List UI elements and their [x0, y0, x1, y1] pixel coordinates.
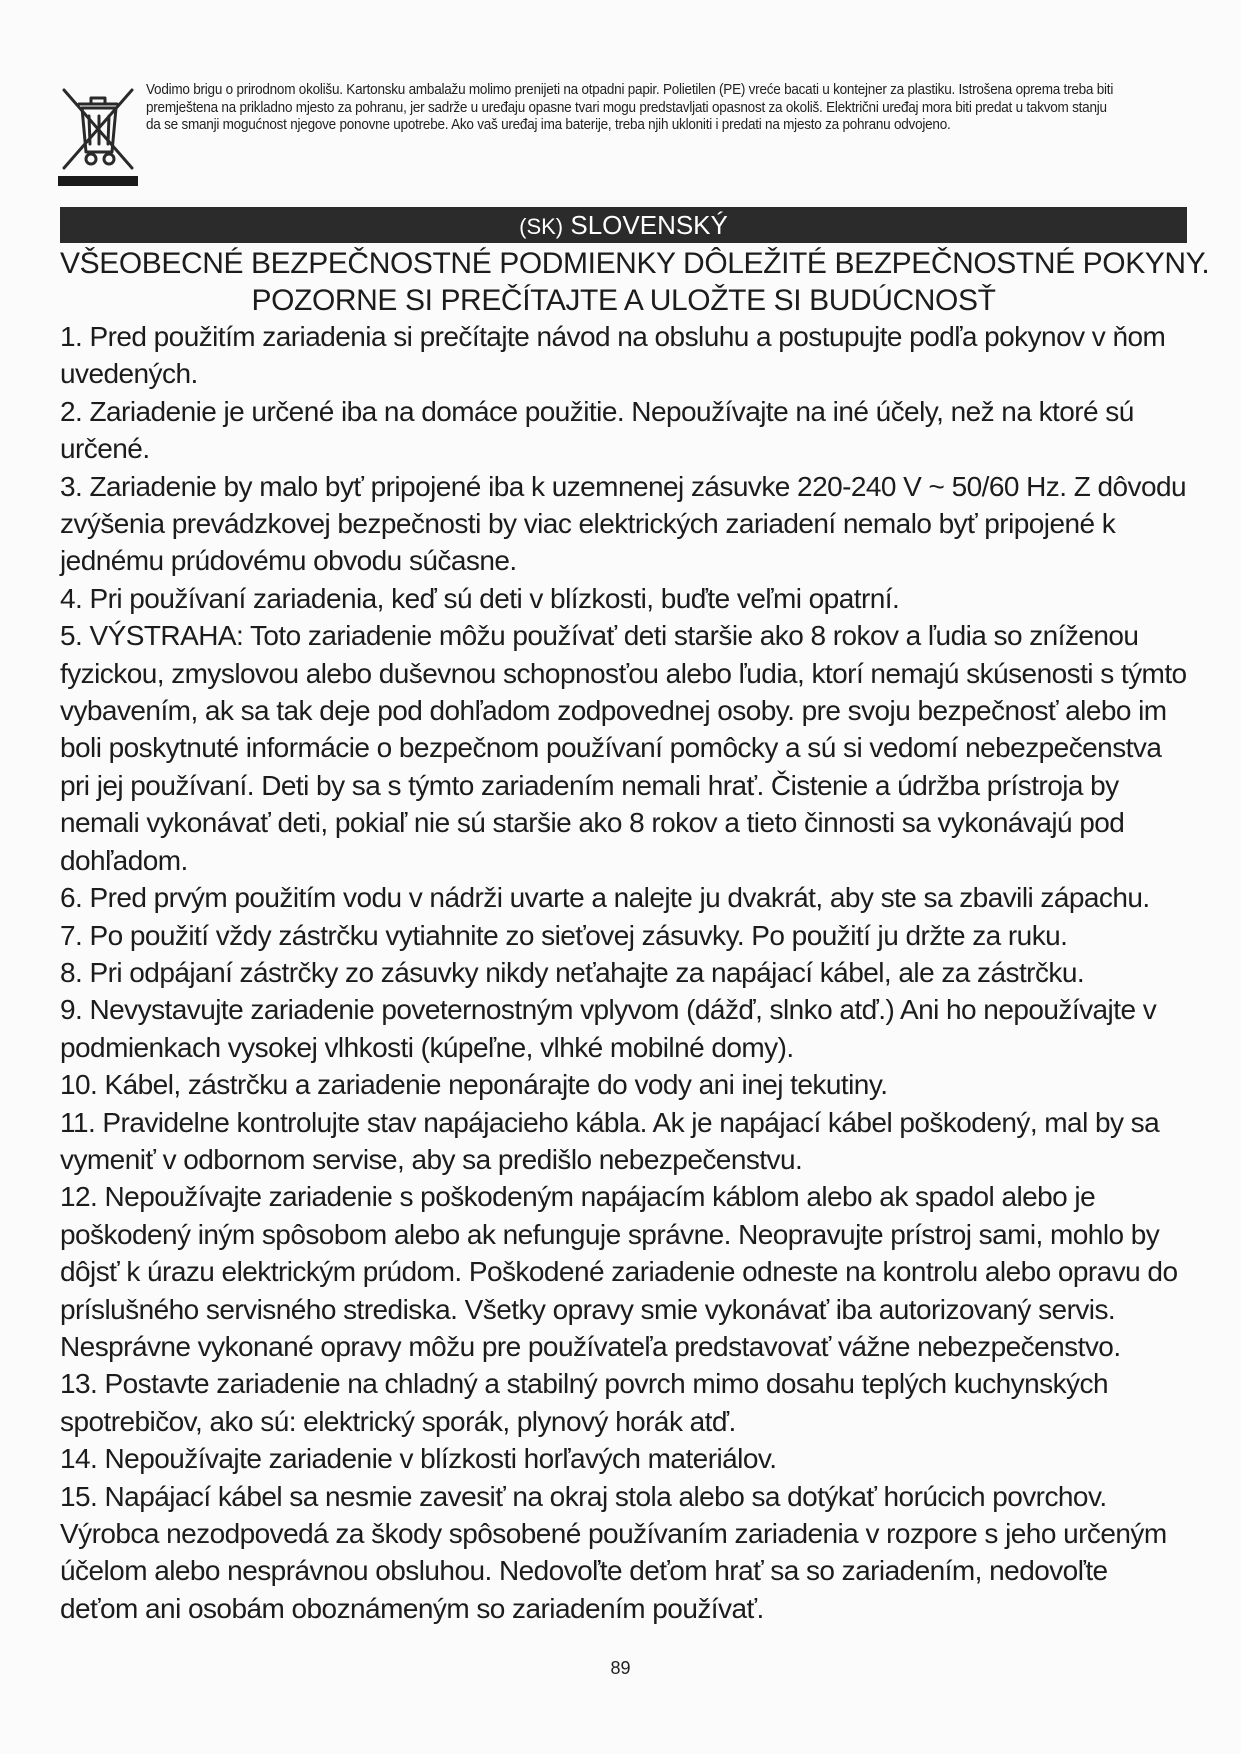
heading-line-1: VŠEOBECNÉ BEZPEČNOSTNÉ PODMIENKY DÔLEŽITÉ BEZPEČNOSTNÉ POKYNY. [60, 247, 1210, 280]
heading-line-2: POZORNE SI PREČÍTAJTE A ULOŽTE SI BUDÚCNOSŤ [251, 284, 996, 317]
disposal-notice-block [58, 82, 1188, 192]
instruction-item: 5. VÝSTRAHA: Toto zariadenie môžu používať deti staršie ako 8 rokov a ľudia so zníženou fyzickou, zmyslovou alebo duševnou schopnosťou alebo ľudia, ktorí nemajú skúsenosti s týmto vybavením, ak sa tak deje pod dohľadom zodpovednej osoby. pre svoju bezpečnosť alebo im boli poskytnuté informácie o bezpečnom používaní pomôcky a sú si vedomí nebezpečenstva pri jej používaní. Deti by sa s týmto zariadením nemali hrať. Čistenie a údržba prístroja by nemali vykonávať deti, pokiaľ nie sú staršie ako 8 rokov a tieto činnosti sa vykonávajú pod dohľadom. [60, 620, 1187, 876]
instruction-item: 4. Pri používaní zariadenia, keď sú deti v blízkosti, buďte veľmi opatrní. [60, 582, 900, 614]
crossed-out-wheelie-bin-icon [58, 82, 138, 186]
instruction-item: 8. Pri odpájaní zástrčky zo zásuvky nikdy neťahajte za napájací kábel, ale za zástrčku. [60, 956, 1085, 988]
instruction-item: 10. Kábel, zástrčku a zariadenie neponárajte do vody ani inej tekutiny. [60, 1069, 888, 1101]
safety-headings [60, 245, 1210, 319]
instruction-item: 6. Pred prvým použitím vodu v nádrži uvarte a nalejte ju dvakrát, aby ste sa zbavili zápachu. [60, 882, 1150, 914]
instruction-item: 12. Nepoužívajte zariadenie s poškodeným napájacím káblom alebo ak spadol alebo je poškodený iným spôsobom alebo ak nefunguje správne. Neopravujte prístroj sami, mohlo by dôjsť k úrazu elektrickým prúdom. Poškodené zariadenie odneste na kontrolu alebo opravu do príslušného servisného strediska. Všetky opravy smie vykonávať iba autorizovaný servis. Nesprávne vykonané opravy môžu pre používateľa predstavovať vážne nebezpečenstvo. [60, 1181, 1178, 1362]
instruction-item: 11. Pravidelne kontrolujte stav napájacieho kábla. Ak je napájací kábel poškodený, mal by sa vymeniť v odbornom servise, aby sa predišlo nebezpečenstvu. [60, 1106, 1160, 1175]
instruction-item: 2. Zariadenie je určené iba na domáce použitie. Nepoužívajte na iné účely, než na ktoré sú určené. [60, 395, 1134, 465]
language-section-header [60, 207, 1187, 243]
instruction-item: 3. Zariadenie by malo byť pripojené iba k uzemnenej zásuvke 220-240 V ~ 50/60 Hz. Z dôvodu zvýšenia prevádzkovej bezpečnosti by viac elektrických zariadení nemalo byť pripojené k jednému prúdovému obvodu súčasne. [60, 470, 1187, 577]
instruction-item: 9. Nevystavujte zariadenie poveternostným vplyvom (dážď, slnko atď.) Ani ho nepoužívajte v podmienkach vysokej vlhkosti (kúpeľne, vlhké mobilné domy). [60, 994, 1157, 1063]
page-number: 89 [610, 1658, 631, 1678]
instruction-item: 13. Postavte zariadenie na chladný a stabilný povrch mimo dosahu teplých kuchynských spotrebičov, ako sú: elektrický sporák, plynový horák atď. [60, 1368, 1108, 1437]
safety-instructions-list [60, 318, 1190, 1627]
instruction-item: 15. Napájací kábel sa nesmie zavesiť na okraj stola alebo sa dotýkať horúcich povrchov. Výrobca nezodpovedá za škody spôsobené používaním zariadenia v rozpore s jeho určeným účelom alebo nesprávnou obsluhou. Nedovoľte deťom hrať sa so zariadením, nedovoľte deťom ani osobám oboznámeným so zariadením používať. [60, 1480, 1167, 1624]
language-name: SLOVENSKÝ [570, 210, 728, 240]
instruction-item: 1. Pred použitím zariadenia si prečítajte návod na obsluhu a postupujte podľa pokynov v ňom uvedených. [60, 321, 1166, 390]
instruction-item: 14. Nepoužívajte zariadenie v blízkosti horľavých materiálov. [60, 1443, 777, 1475]
instruction-item: 7. Po použití vždy zástrčku vytiahnite zo sieťovej zásuvky. Po použití ju držte za ruku. [60, 919, 1068, 951]
language-code: (SK) [519, 214, 564, 239]
disposal-notice-text: Vodimo brigu o prirodnom okolišu. Kartonsku ambalažu molimo prenijeti na otpadni papir. Polietilen (PE) vreće bacati u kontejner za plastiku. Istrošena oprema treba biti premještena na prikladno mjesto za pohranu, jer sadrže u uređaju opasne tvari mogu predstavljati opasnost za okoliš. Električni uređaj mora biti predat u takvom stanju da se smanji mogućnost njegove ponovne upotrebe. Ako vaš uređaj ima baterije, treba njih ukloniti i predati na mjesto za pohranu odvojeno. [146, 82, 1114, 133]
